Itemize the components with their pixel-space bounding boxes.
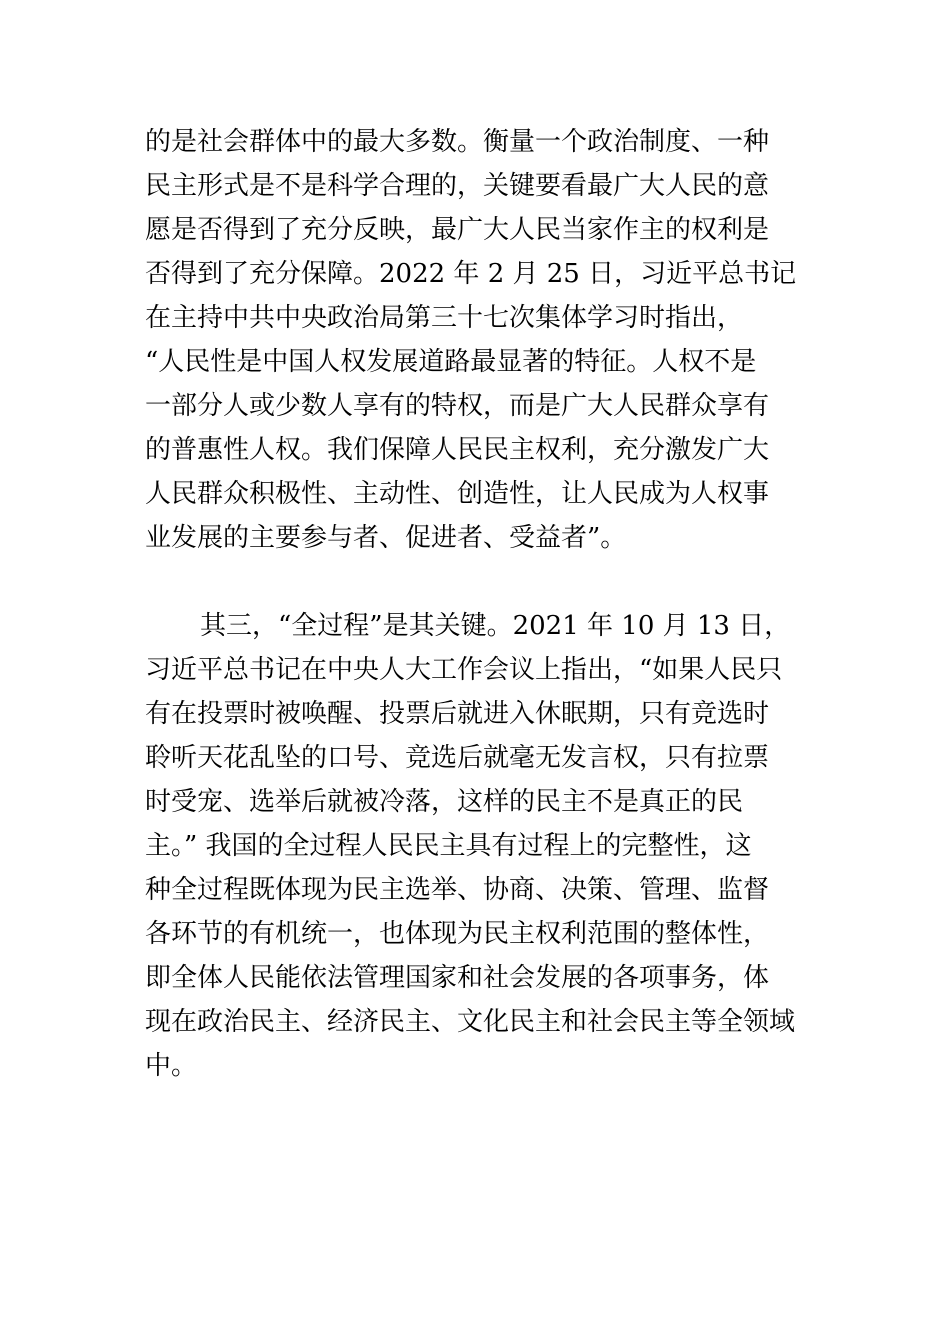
text-line: 有在投票时被唤醒、投票后就进入休眠期，只有竞选时 [145, 699, 770, 729]
text-line: 民主形式是不是科学合理的，关键要看最广大人民的意 [145, 171, 770, 201]
text-line: 时受宠、选举后就被冷落，这样的民主不是真正的民 [145, 787, 744, 817]
text-line: 人民群众积极性、主动性、创造性，让人民成为人权事 [145, 479, 770, 509]
text-line: 否得到了充分保障。2022 年 2 月 25 日，习近平总书记 [145, 259, 797, 289]
text-line: 中。 [145, 1051, 198, 1081]
text-line: 各环节的有机统一，也体现为民主权利范围的整体性， [145, 919, 770, 949]
text-line: 愿是否得到了充分反映，最广大人民当家作主的权利是 [145, 215, 770, 245]
text-line: 在主持中共中央政治局第三十七次集体学习时指出， [145, 303, 744, 333]
text-line: 一部分人或少数人享有的特权，而是广大人民群众享有 [145, 391, 770, 421]
text-line: 的普惠性人权。我们保障人民民主权利，充分激发广大 [145, 435, 770, 465]
text-line: 的是社会群体中的最大多数。衡量一个政治制度、一种 [145, 127, 770, 157]
text-line: 其三，“全过程”是其关键。2021 年 10 月 13 日， [200, 611, 791, 641]
text-line: 业发展的主要参与者、促进者、受益者”。 [145, 523, 627, 553]
text-line: 习近平总书记在中央人大工作会议上指出，“如果人民只 [145, 655, 783, 685]
text-line: 主。” 我国的全过程人民民主具有过程上的完整性，这 [145, 831, 752, 861]
text-line: “人民性是中国人权发展道路最显著的特征。人权不是 [145, 347, 757, 377]
text-line: 现在政治民主、经济民主、文化民主和社会民主等全领域 [145, 1007, 796, 1037]
text-line: 种全过程既体现为民主选举、协商、决策、管理、监督 [145, 875, 770, 905]
text-line: 即全体人民能依法管理国家和社会发展的各项事务，体 [145, 963, 770, 993]
text-line: 聆听天花乱坠的口号、竞选后就毫无发言权，只有拉票 [145, 743, 770, 773]
